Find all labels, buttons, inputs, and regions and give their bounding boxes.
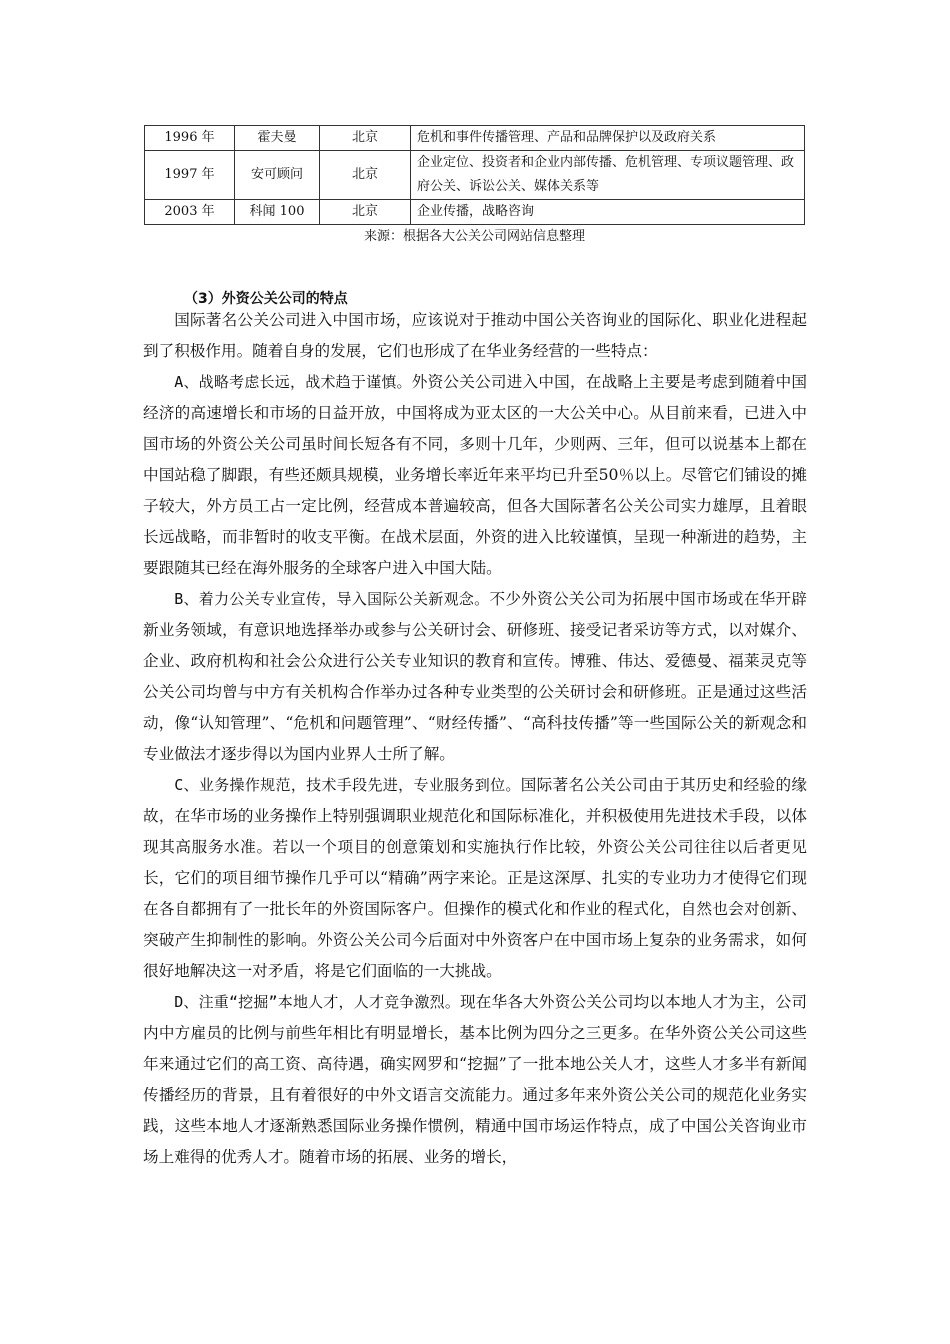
year-cell: 2003 年 (145, 200, 235, 225)
body-text (143, 305, 807, 1173)
city-cell: 北京 (320, 151, 411, 200)
point-c-body: 国际著名公关公司由于其历史和经验的缘故，在华市场的业务操作上特别强调职业规范化和国际标准化，并积极使用先进技术手段，以体现其高服务水准。若以一个项目的创意策划和实施执行作比较，外资公关公司往往以后者更见长，它们的项目细节操作几乎可以“精确”两字来论。正是这深厚、扎实的专业功力才使得它们现在各自都拥有了一批长年的外资国际客户。但操作的模式化和作业的程式化，自然也会对创新、突破产生抑制性的影响。外资公关公司今后面对中外资客户在中国市场上复杂的业务需求，如何很好地解决这一对矛盾，将是它们面临的一大挑战。 (143, 776, 807, 980)
point-c-paragraph (143, 770, 807, 987)
year-cell: 1996 年 (145, 126, 235, 151)
city-cell: 北京 (320, 200, 411, 225)
table-row (145, 200, 805, 225)
point-b-paragraph (143, 584, 807, 770)
table-row (145, 126, 805, 151)
point-d-paragraph (143, 987, 807, 1173)
services-cell: 危机和事件传播管理、产品和品牌保护以及政府关系 (411, 126, 805, 151)
city-cell: 北京 (320, 126, 411, 151)
point-d-body: 现在华各大外资公关公司均以本地人才为主，公司内中方雇员的比例与前些年相比有明显增长，基本比例为四分之三更多。在华外资公关公司这些年来通过它们的高工资、高待遇，确实网罗和“挖掘”了一批本地公关人才，这些人才多半有新闻传播经历的背景，且有着很好的中外文语言交流能力。通过多年来外资公关公司的规范化业务实践，这些本地人才逐渐熟悉国际业务操作惯例，精通中国市场运作特点，成了中国公关咨询业市场上难得的优秀人才。随着市场的拓展、业务的增长， (143, 993, 807, 1166)
intro-paragraph: 国际著名公关公司进入中国市场，应该说对于推动中国公关咨询业的国际化、职业化进程起到了积极作用。随着自身的发展，它们也形成了在华业务经营的一些特点： (143, 311, 807, 360)
services-cell: 企业定位、投资者和企业内部传播、危机管理、专项议题管理、政府公关、诉讼公关、媒体关系等 (411, 151, 805, 200)
point-c-lead: C、业务操作规范，技术手段先进，专业服务到位。 (174, 776, 521, 794)
table-source-note: 来源：根据各大公关公司网站信息整理 (363, 229, 585, 244)
table-row (145, 151, 805, 200)
point-a-lead: A、战略考虑长远，战术趋于谨慎。 (174, 373, 412, 391)
company-cell: 科闻 100 (235, 200, 320, 225)
section-heading: （3）外资公关公司的特点 (184, 291, 348, 307)
year-cell: 1997 年 (145, 151, 235, 200)
point-a-paragraph (143, 367, 807, 584)
company-cell: 安可顾问 (235, 151, 320, 200)
agency-table (144, 125, 805, 225)
point-b-lead: B、着力公关专业宣传，导入国际公关新观念。 (174, 590, 490, 608)
services-cell: 企业传播，战略咨询 (411, 200, 805, 225)
company-cell: 霍夫曼 (235, 126, 320, 151)
point-a-body: 外资公关公司进入中国，在战略上主要是考虑到随着中国经济的高速增长和市场的日益开放，中国将成为亚太区的一大公关中心。从目前来看，已进入中国市场的外资公关公司虽时间长短各有不同，多则十几年，少则两、三年，但可以说基本上都在中国站稳了脚跟，有些还颇具规模，业务增长率近年来平均已升至50％以上。尽管它们铺设的摊子较大，外方员工占一定比例，经营成本普遍较高，但各大国际著名公关公司实力雄厚，且着眼长远战略，而非暂时的收支平衡。在战术层面，外资的进入比较谨慎，呈现一种渐进的趋势，主要跟随其已经在海外服务的全球客户进入中国大陆。 (143, 373, 807, 577)
point-d-lead: D、注重“挖掘”本地人才，人才竞争激烈。 (174, 993, 461, 1011)
point-b-body: 不少外资公关公司为拓展中国市场或在华开辟新业务领域，有意识地选择举办或参与公关研讨会、研修班、接受记者采访等方式，以对媒介、企业、政府机构和社会公众进行公关专业知识的教育和宣传。博雅、伟达、爱德曼、福莱灵克等公关公司均曾与中方有关机构合作举办过各种专业类型的公关研讨会和研修班。正是通过这些活动，像“认知管理”、“危机和问题管理”、“财经传播”、“高科技传播”等一些国际公关的新观念和专业做法才逐步得以为国内业界人士所了解。 (143, 590, 807, 763)
